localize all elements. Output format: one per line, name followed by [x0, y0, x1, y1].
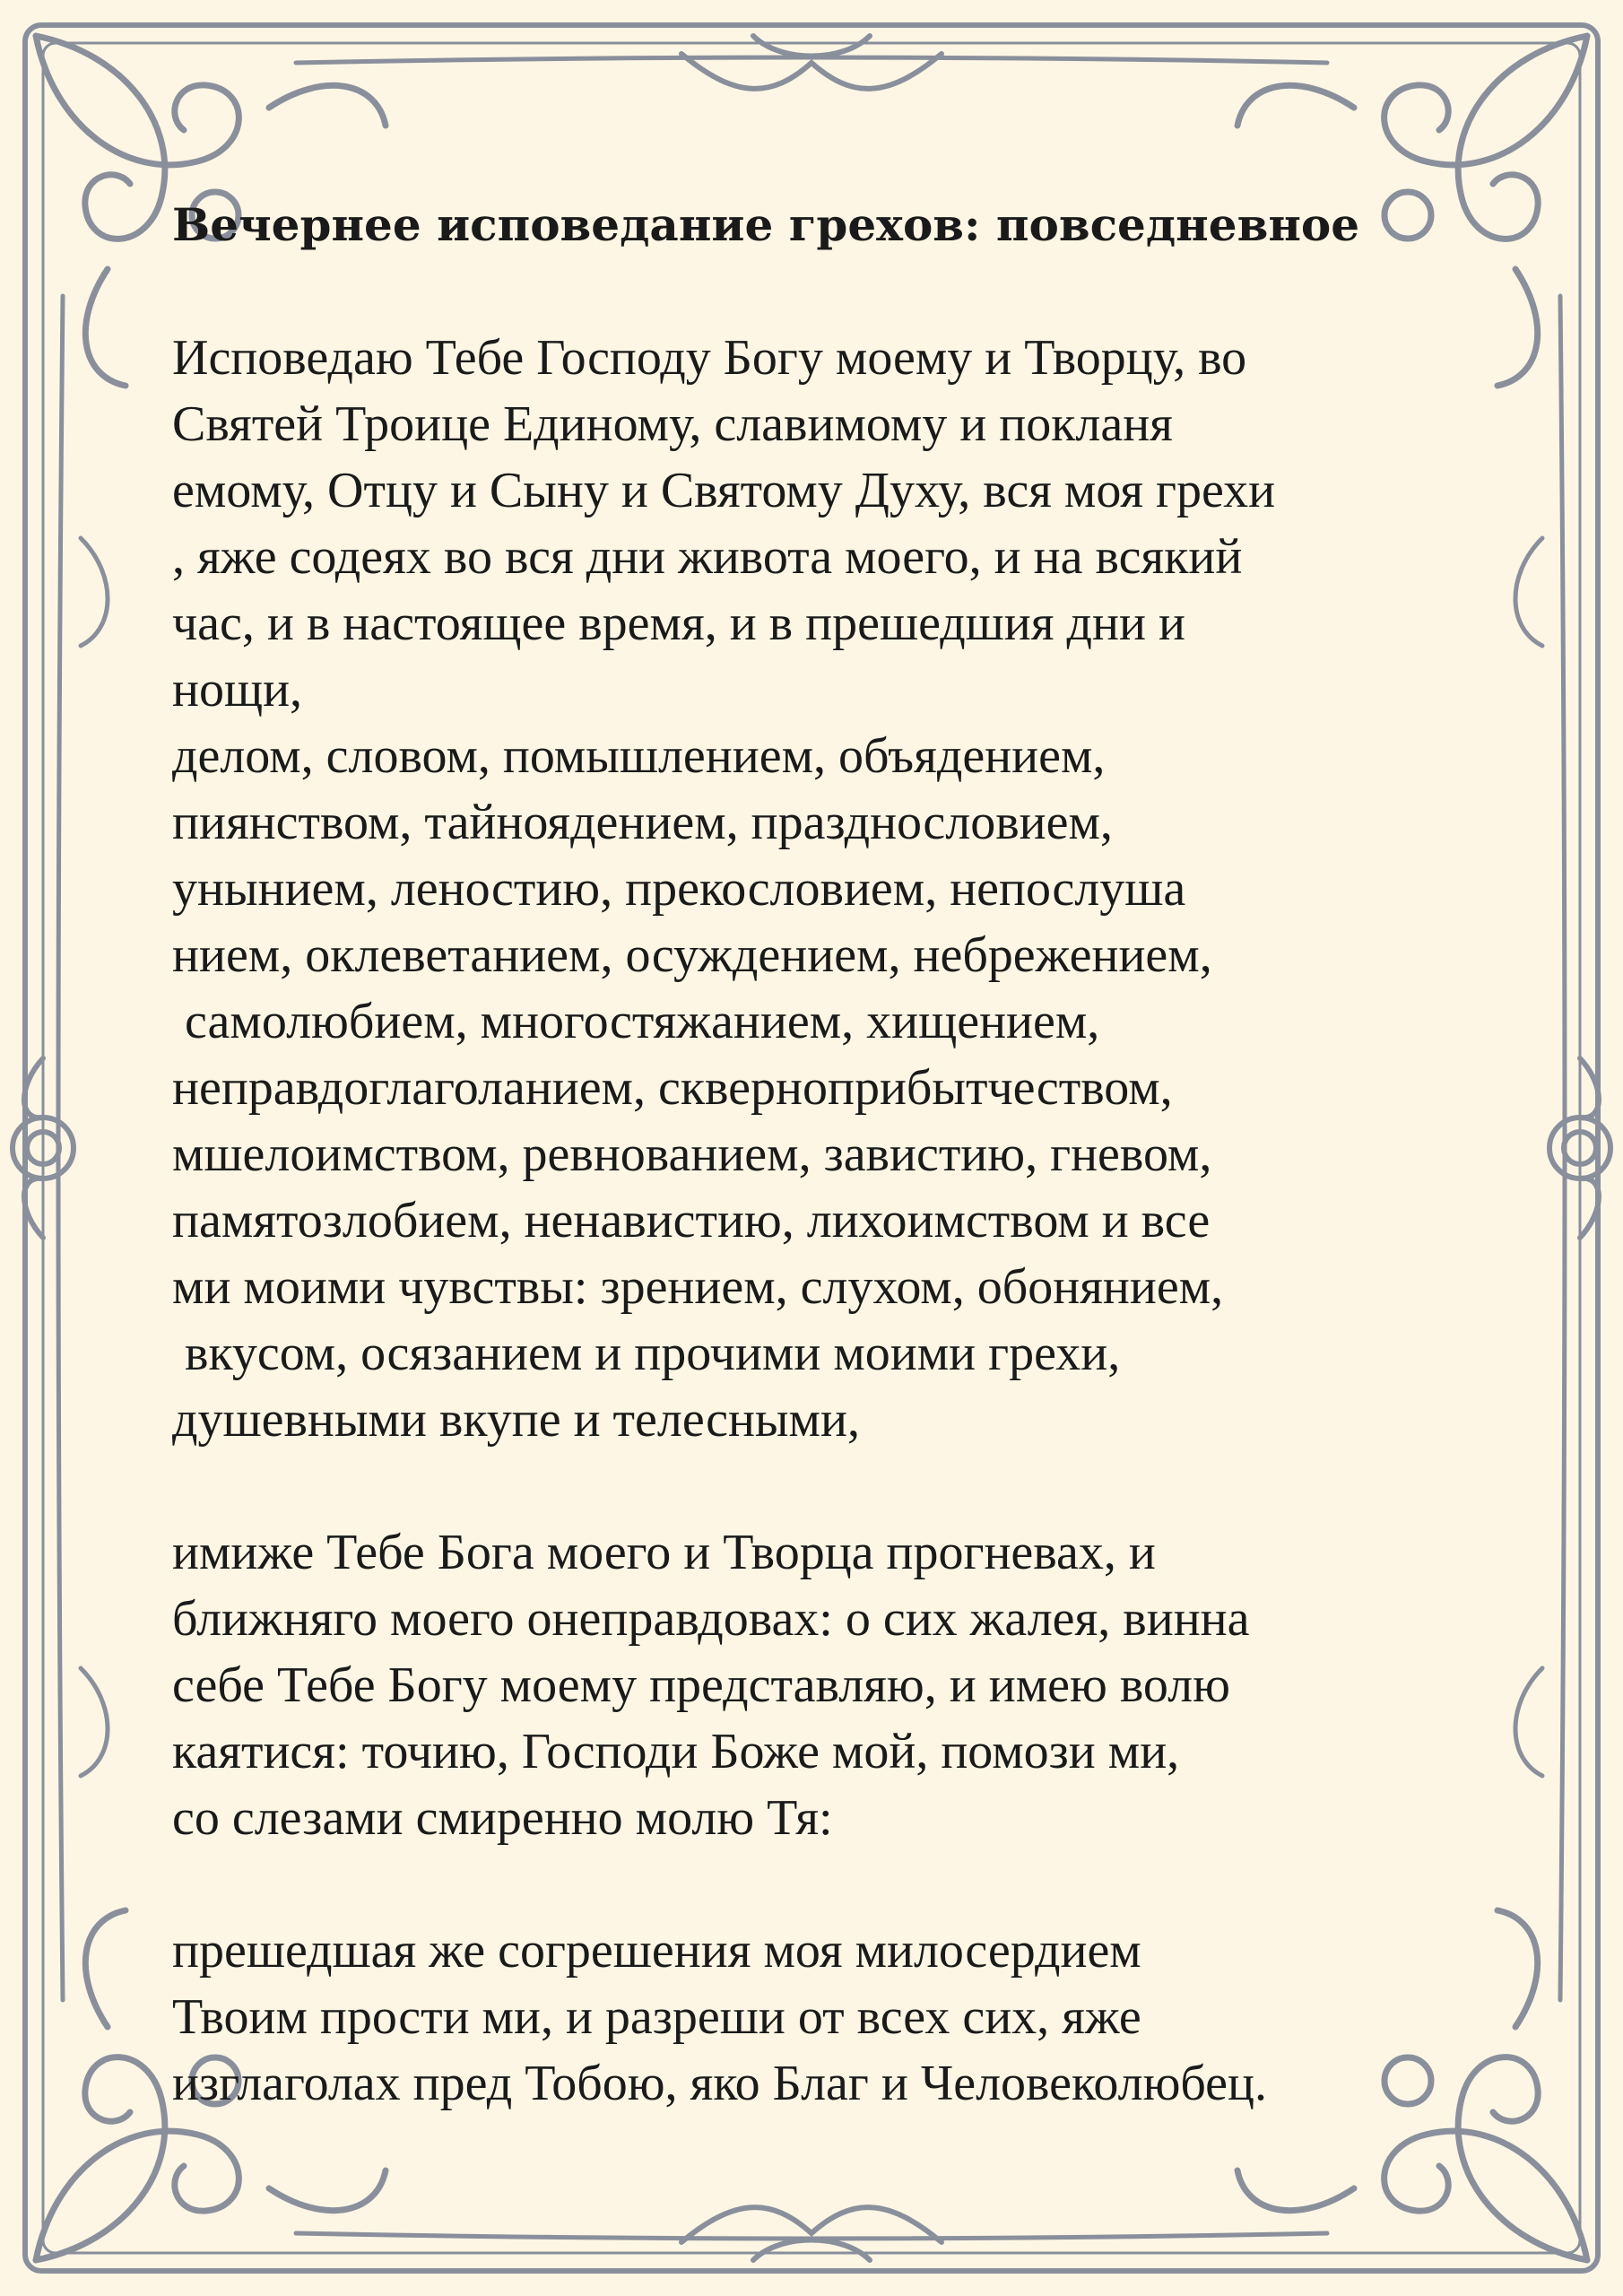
text-line: имиже Тебе Бога моего и Творца прогневах, и [172, 1525, 1156, 1580]
text-line: , яже содеях во вся дни живота моего, и на всякий [172, 529, 1243, 585]
text-line: самолюбием, многостяжанием, хищением, [172, 994, 1100, 1049]
text-line: Святей Троице Единому, славимому и покланя [172, 396, 1173, 452]
text-line: ближняго моего онеправдовах: о сих жалея, винна [172, 1591, 1250, 1647]
text-line: неправдоглаголанием, скверноприбытчеством, [172, 1060, 1173, 1116]
text-line: Твоим прости ми, и разреши от всех сих, яже [172, 1989, 1141, 2045]
text-line: каятися: точию, Господи Боже мой, помози ми, [172, 1724, 1180, 1779]
text-line: памятозлобием, ненавистию, лихоимством и все [172, 1193, 1211, 1248]
text-line: нием, оклеветанием, осуждением, небрежением, [172, 927, 1212, 983]
text-line: Исповедаю Тебе Господу Богу моему и Творцу, во [172, 330, 1247, 386]
text-line: со слезами смиренно молю Тя: [172, 1790, 833, 1846]
paragraph-1 [172, 325, 1481, 1453]
text-line: себе Тебе Богу моему представляю, и имею волю [172, 1657, 1230, 1713]
document-title: Вечернее исповедание грехов: повседневное [172, 198, 1360, 251]
text-line: унынием, леностию, прекословием, непослуша [172, 861, 1186, 917]
prayer-text [172, 192, 1481, 2183]
paragraph-2 [172, 1519, 1481, 1851]
text-line: нощи, [172, 662, 303, 718]
text-line: прешедшая же согрешения моя милосердием [172, 1923, 1141, 1979]
text-line: ми моими чувствы: зрением, слухом, обонянием, [172, 1259, 1224, 1315]
text-line: емому, Отцу и Сыну и Святому Духу, вся моя грехи [172, 463, 1276, 518]
text-line: делом, словом, помышлением, объядением, [172, 728, 1106, 784]
paragraph-3 [172, 1918, 1481, 2117]
text-line: вкусом, осязанием и прочими моими грехи, [172, 1326, 1121, 1381]
text-line: час, и в настоящее время, и в прешедшия дни и [172, 596, 1185, 651]
text-line: душевными вкупе и телесными, [172, 1392, 860, 1448]
text-line: изглаголах пред Тобою, яко Благ и Человеколюбец. [172, 2056, 1267, 2111]
text-line: пиянством, тайноядением, празднословием, [172, 795, 1113, 850]
text-line: мшелоимством, ревнованием, завистию, гневом, [172, 1126, 1212, 1182]
